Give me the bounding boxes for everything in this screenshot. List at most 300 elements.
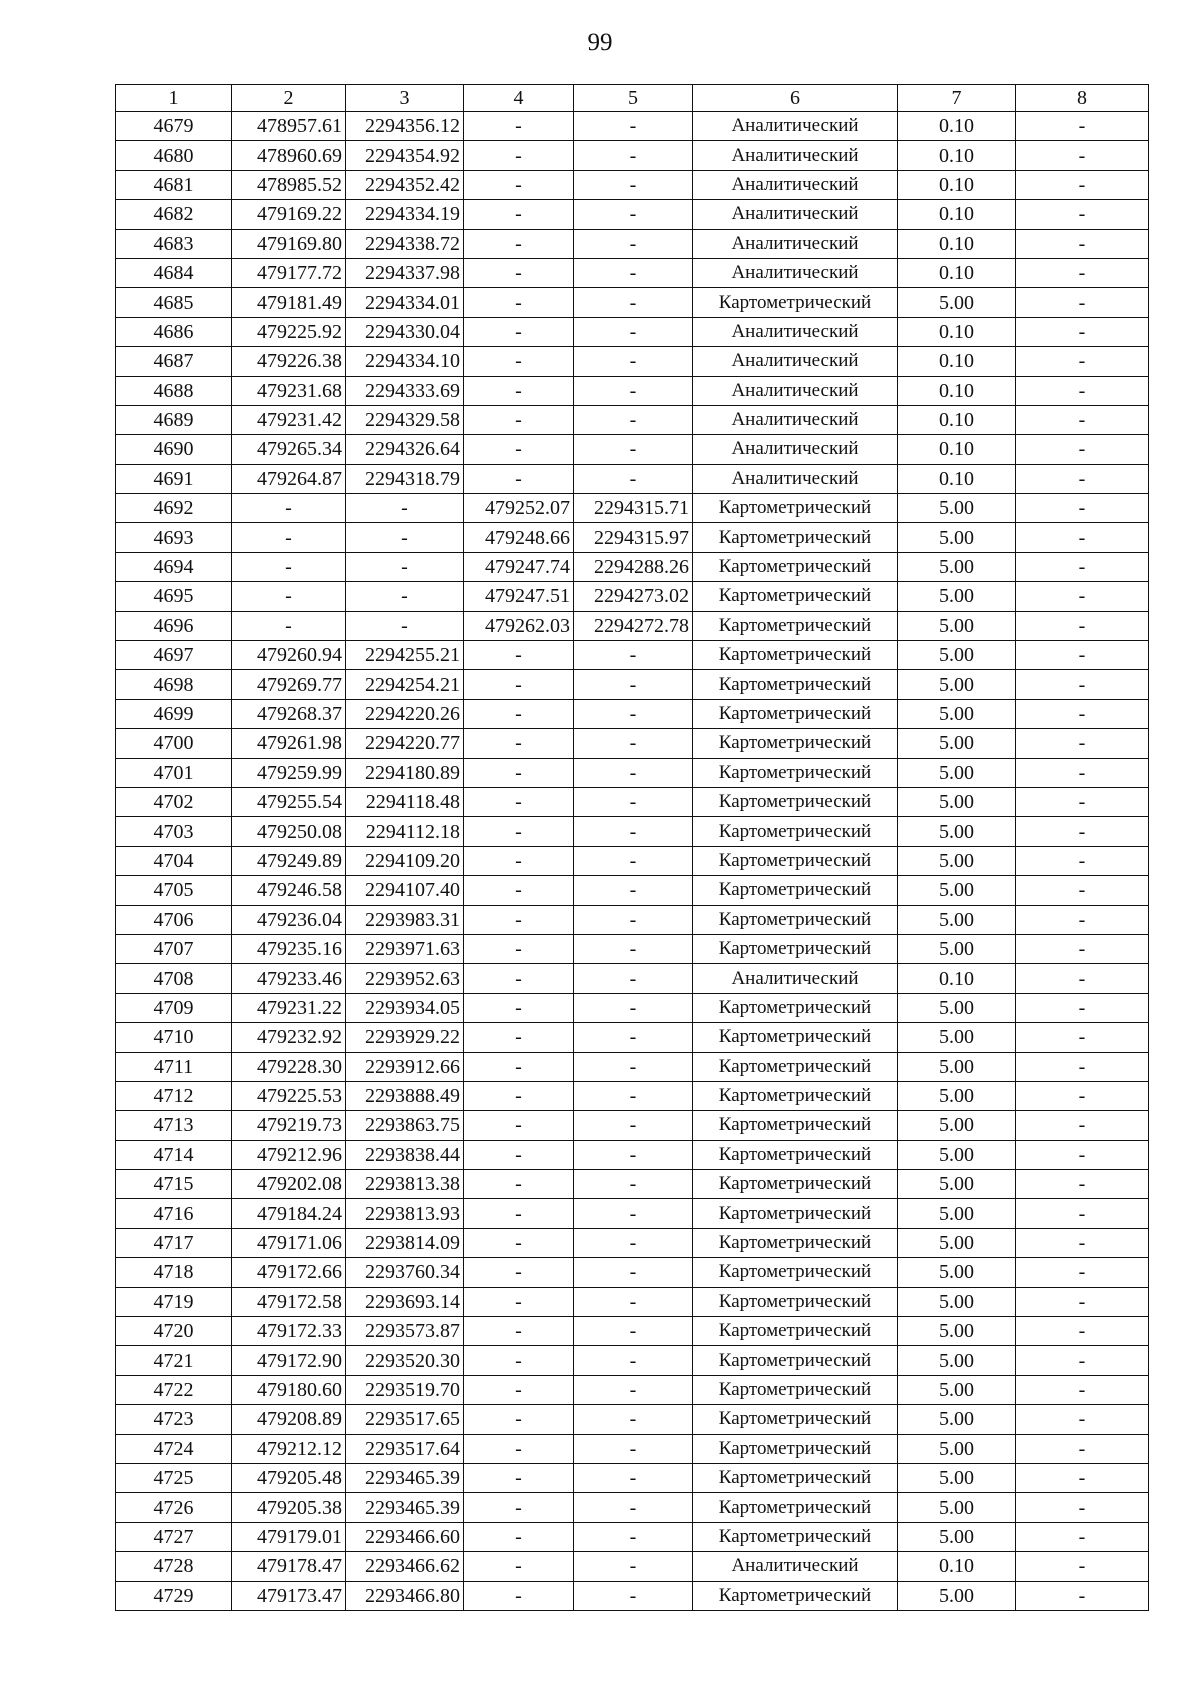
cell-x2: - [464,170,574,199]
cell-x2: - [464,729,574,758]
cell-y2: - [574,1081,693,1110]
table-row [116,1199,1149,1228]
cell-y2: - [574,1493,693,1522]
cell-note: - [1016,141,1149,170]
cell-accuracy: 0.10 [898,1552,1016,1581]
cell-x: 479259.99 [232,758,346,787]
cell-note: - [1016,1081,1149,1110]
cell-x2: - [464,964,574,993]
cell-x: 479178.47 [232,1552,346,1581]
cell-x2: - [464,758,574,787]
table-row [116,1434,1149,1463]
cell-note: - [1016,905,1149,934]
table-row [116,1493,1149,1522]
cell-x: 478957.61 [232,112,346,141]
cell-accuracy: 0.10 [898,376,1016,405]
cell-point-number: 4725 [116,1463,232,1492]
cell-note: - [1016,993,1149,1022]
cell-point-number: 4700 [116,729,232,758]
cell-y2: - [574,1552,693,1581]
cell-x2: - [464,817,574,846]
cell-point-number: 4716 [116,1199,232,1228]
cell-point-number: 4683 [116,229,232,258]
cell-point-number: 4708 [116,964,232,993]
cell-accuracy: 0.10 [898,347,1016,376]
column-header: 4 [464,85,574,112]
cell-y: 2294354.92 [346,141,464,170]
cell-y2: - [574,1522,693,1551]
cell-y: 2294334.19 [346,200,464,229]
cell-y: 2293813.38 [346,1170,464,1199]
cell-point-number: 4719 [116,1287,232,1316]
cell-note: - [1016,1581,1149,1610]
cell-x2: - [464,1052,574,1081]
cell-method: Аналитический [693,317,898,346]
cell-x2: - [464,1581,574,1610]
cell-accuracy: 5.00 [898,846,1016,875]
cell-method: Картометрический [693,1375,898,1404]
cell-x: 479205.48 [232,1463,346,1492]
cell-accuracy: 5.00 [898,670,1016,699]
cell-accuracy: 5.00 [898,1405,1016,1434]
cell-x: 478960.69 [232,141,346,170]
cell-y: 2293517.65 [346,1405,464,1434]
cell-x: 479231.42 [232,405,346,434]
table-row [116,347,1149,376]
cell-note: - [1016,1170,1149,1199]
cell-note: - [1016,846,1149,875]
cell-accuracy: 5.00 [898,611,1016,640]
cell-accuracy: 5.00 [898,1170,1016,1199]
cell-note: - [1016,1405,1149,1434]
table-row [116,1052,1149,1081]
cell-note: - [1016,1228,1149,1257]
cell-x: 479172.58 [232,1287,346,1316]
cell-y2: - [574,229,693,258]
cell-y2: - [574,464,693,493]
cell-x2: 479247.74 [464,552,574,581]
cell-x: 479235.16 [232,934,346,963]
cell-note: - [1016,758,1149,787]
cell-x2: - [464,1434,574,1463]
cell-x: 479255.54 [232,787,346,816]
cell-y: - [346,611,464,640]
cell-method: Аналитический [693,347,898,376]
cell-x: 479264.87 [232,464,346,493]
cell-x2: - [464,1552,574,1581]
cell-method: Картометрический [693,552,898,581]
cell-y2: 2294315.71 [574,494,693,523]
cell-y2: - [574,1375,693,1404]
table-row [116,1317,1149,1346]
cell-x2: - [464,464,574,493]
cell-x: 479219.73 [232,1111,346,1140]
table-row [116,1081,1149,1110]
cell-accuracy: 0.10 [898,258,1016,287]
cell-method: Картометрический [693,1111,898,1140]
cell-y2: - [574,1405,693,1434]
cell-accuracy: 0.10 [898,317,1016,346]
cell-y2: - [574,787,693,816]
cell-x2: 479252.07 [464,494,574,523]
cell-accuracy: 0.10 [898,170,1016,199]
cell-x2: - [464,699,574,728]
cell-y2: - [574,1199,693,1228]
cell-y2: - [574,905,693,934]
cell-point-number: 4718 [116,1258,232,1287]
column-header: 1 [116,85,232,112]
cell-method: Аналитический [693,1552,898,1581]
cell-note: - [1016,464,1149,493]
cell-y: 2294220.26 [346,699,464,728]
cell-y2: - [574,258,693,287]
cell-y2: - [574,200,693,229]
cell-point-number: 4727 [116,1522,232,1551]
column-header: 3 [346,85,464,112]
cell-x2: - [464,288,574,317]
table-row [116,787,1149,816]
cell-note: - [1016,1023,1149,1052]
cell-accuracy: 5.00 [898,993,1016,1022]
cell-point-number: 4724 [116,1434,232,1463]
cell-method: Аналитический [693,141,898,170]
page-number: 99 [587,29,613,56]
cell-accuracy: 0.10 [898,405,1016,434]
cell-y: 2293888.49 [346,1081,464,1110]
cell-x2: - [464,1493,574,1522]
cell-x2: - [464,1287,574,1316]
cell-x2: - [464,435,574,464]
cell-y2: 2294288.26 [574,552,693,581]
cell-method: Картометрический [693,494,898,523]
cell-y: 2293983.31 [346,905,464,934]
table-row [116,494,1149,523]
cell-y: 2293760.34 [346,1258,464,1287]
cell-method: Аналитический [693,170,898,199]
cell-method: Аналитический [693,435,898,464]
cell-y: - [346,582,464,611]
cell-y2: - [574,1052,693,1081]
column-header: 8 [1016,85,1149,112]
cell-note: - [1016,1375,1149,1404]
cell-y: 2293465.39 [346,1493,464,1522]
cell-point-number: 4720 [116,1317,232,1346]
cell-y: 2293912.66 [346,1052,464,1081]
table-row [116,611,1149,640]
cell-note: - [1016,876,1149,905]
cell-x2: - [464,229,574,258]
cell-x: 479265.34 [232,435,346,464]
table-row [116,993,1149,1022]
cell-method: Картометрический [693,699,898,728]
cell-y: 2293814.09 [346,1228,464,1257]
cell-y: 2293929.22 [346,1023,464,1052]
cell-x: 479228.30 [232,1052,346,1081]
table-row [116,1552,1149,1581]
cell-method: Картометрический [693,1140,898,1169]
cell-accuracy: 5.00 [898,1463,1016,1492]
cell-x: 479169.80 [232,229,346,258]
cell-accuracy: 5.00 [898,1023,1016,1052]
column-header: 5 [574,85,693,112]
cell-point-number: 4689 [116,405,232,434]
cell-note: - [1016,1199,1149,1228]
cell-x2: - [464,993,574,1022]
cell-x: 479205.38 [232,1493,346,1522]
cell-x2: - [464,934,574,963]
cell-note: - [1016,1140,1149,1169]
cell-accuracy: 5.00 [898,494,1016,523]
cell-point-number: 4726 [116,1493,232,1522]
cell-y: 2293466.60 [346,1522,464,1551]
cell-point-number: 4698 [116,670,232,699]
table-row [116,729,1149,758]
cell-x2: - [464,1111,574,1140]
cell-point-number: 4685 [116,288,232,317]
cell-y2: - [574,729,693,758]
cell-accuracy: 5.00 [898,699,1016,728]
cell-note: - [1016,611,1149,640]
cell-method: Картометрический [693,1170,898,1199]
cell-note: - [1016,258,1149,287]
cell-method: Картометрический [693,817,898,846]
cell-x: 479202.08 [232,1170,346,1199]
cell-point-number: 4707 [116,934,232,963]
cell-y2: - [574,376,693,405]
cell-y2: - [574,288,693,317]
cell-y: 2293813.93 [346,1199,464,1228]
cell-y2: - [574,112,693,141]
cell-y: 2294333.69 [346,376,464,405]
cell-x: 479225.53 [232,1081,346,1110]
cell-x: 479269.77 [232,670,346,699]
cell-accuracy: 0.10 [898,141,1016,170]
cell-method: Картометрический [693,611,898,640]
table-row [116,1581,1149,1610]
cell-method: Картометрический [693,787,898,816]
cell-x: 479172.33 [232,1317,346,1346]
cell-note: - [1016,170,1149,199]
cell-accuracy: 5.00 [898,1434,1016,1463]
cell-method: Картометрический [693,1052,898,1081]
cell-note: - [1016,494,1149,523]
cell-note: - [1016,964,1149,993]
cell-x: 479212.12 [232,1434,346,1463]
cell-y: - [346,494,464,523]
cell-y: 2293863.75 [346,1111,464,1140]
cell-note: - [1016,112,1149,141]
table-row [116,141,1149,170]
cell-y2: - [574,699,693,728]
cell-accuracy: 5.00 [898,641,1016,670]
cell-y: 2293971.63 [346,934,464,963]
cell-x: 479226.38 [232,347,346,376]
cell-point-number: 4710 [116,1023,232,1052]
cell-accuracy: 0.10 [898,435,1016,464]
cell-accuracy: 5.00 [898,1375,1016,1404]
cell-note: - [1016,435,1149,464]
cell-accuracy: 5.00 [898,787,1016,816]
cell-y2: - [574,876,693,905]
cell-note: - [1016,1287,1149,1316]
cell-x2: - [464,1258,574,1287]
cell-x2: - [464,1170,574,1199]
cell-y: 2293838.44 [346,1140,464,1169]
cell-y2: - [574,347,693,376]
table-row [116,582,1149,611]
cell-y: 2294112.18 [346,817,464,846]
cell-point-number: 4695 [116,582,232,611]
cell-x2: - [464,1023,574,1052]
cell-point-number: 4713 [116,1111,232,1140]
table-row [116,435,1149,464]
cell-x: 479261.98 [232,729,346,758]
cell-x: 479173.47 [232,1581,346,1610]
cell-method: Аналитический [693,112,898,141]
cell-point-number: 4692 [116,494,232,523]
cell-x: - [232,523,346,552]
cell-note: - [1016,1258,1149,1287]
cell-x: 479171.06 [232,1228,346,1257]
cell-x: 479208.89 [232,1405,346,1434]
cell-accuracy: 5.00 [898,1081,1016,1110]
cell-point-number: 4706 [116,905,232,934]
cell-x2: - [464,905,574,934]
cell-x: 479180.60 [232,1375,346,1404]
cell-point-number: 4684 [116,258,232,287]
cell-point-number: 4679 [116,112,232,141]
cell-point-number: 4717 [116,1228,232,1257]
table-row [116,1522,1149,1551]
cell-y: 2294326.64 [346,435,464,464]
cell-accuracy: 5.00 [898,1317,1016,1346]
table-row [116,1258,1149,1287]
cell-y: 2293934.05 [346,993,464,1022]
cell-x2: - [464,1140,574,1169]
cell-x2: - [464,876,574,905]
cell-method: Картометрический [693,641,898,670]
cell-x: 479225.92 [232,317,346,346]
cell-y: 2293466.80 [346,1581,464,1610]
table-row [116,934,1149,963]
cell-y: 2293465.39 [346,1463,464,1492]
cell-x2: - [464,787,574,816]
cell-x2: 479248.66 [464,523,574,552]
cell-y: 2293520.30 [346,1346,464,1375]
cell-method: Картометрический [693,1287,898,1316]
cell-x: - [232,494,346,523]
cell-note: - [1016,317,1149,346]
cell-note: - [1016,670,1149,699]
cell-y: 2294220.77 [346,729,464,758]
cell-x2: - [464,1317,574,1346]
cell-accuracy: 5.00 [898,876,1016,905]
cell-point-number: 4702 [116,787,232,816]
cell-x2: - [464,1081,574,1110]
cell-accuracy: 5.00 [898,1346,1016,1375]
cell-x: 479231.22 [232,993,346,1022]
cell-x: 479184.24 [232,1199,346,1228]
table-row [116,317,1149,346]
cell-method: Картометрический [693,1493,898,1522]
cell-y2: 2294272.78 [574,611,693,640]
coordinates-table [115,84,1149,1611]
cell-x2: - [464,1346,574,1375]
cell-method: Картометрический [693,876,898,905]
table-row [116,464,1149,493]
cell-y: 2294334.10 [346,347,464,376]
cell-method: Картометрический [693,582,898,611]
cell-point-number: 4691 [116,464,232,493]
cell-y2: - [574,758,693,787]
cell-accuracy: 5.00 [898,523,1016,552]
cell-method: Картометрический [693,934,898,963]
cell-point-number: 4693 [116,523,232,552]
cell-method: Картометрический [693,758,898,787]
cell-accuracy: 5.00 [898,758,1016,787]
cell-y: 2294109.20 [346,846,464,875]
cell-note: - [1016,1493,1149,1522]
cell-x2: - [464,1405,574,1434]
cell-x: 478985.52 [232,170,346,199]
cell-y: 2294352.42 [346,170,464,199]
cell-y2: - [574,1170,693,1199]
cell-accuracy: 5.00 [898,1111,1016,1140]
cell-x2: - [464,846,574,875]
table-row [116,846,1149,875]
cell-x2: - [464,141,574,170]
cell-x: 479179.01 [232,1522,346,1551]
cell-accuracy: 5.00 [898,934,1016,963]
cell-point-number: 4728 [116,1552,232,1581]
cell-y2: - [574,641,693,670]
cell-method: Картометрический [693,1228,898,1257]
cell-note: - [1016,200,1149,229]
table-row [116,405,1149,434]
cell-note: - [1016,1052,1149,1081]
cell-y2: - [574,1023,693,1052]
table-row [116,229,1149,258]
cell-y: 2293519.70 [346,1375,464,1404]
cell-x: 479177.72 [232,258,346,287]
cell-accuracy: 5.00 [898,1228,1016,1257]
cell-point-number: 4703 [116,817,232,846]
table-row [116,1405,1149,1434]
cell-x2: - [464,200,574,229]
cell-y2: - [574,405,693,434]
cell-note: - [1016,641,1149,670]
cell-point-number: 4690 [116,435,232,464]
cell-point-number: 4688 [116,376,232,405]
cell-y2: - [574,993,693,1022]
table-row [116,1375,1149,1404]
cell-y2: - [574,1581,693,1610]
cell-method: Картометрический [693,1405,898,1434]
cell-method: Аналитический [693,200,898,229]
cell-y: 2294180.89 [346,758,464,787]
cell-x: 479236.04 [232,905,346,934]
cell-accuracy: 5.00 [898,905,1016,934]
cell-x2: - [464,670,574,699]
cell-point-number: 4705 [116,876,232,905]
cell-y: 2294118.48 [346,787,464,816]
column-header: 7 [898,85,1016,112]
cell-method: Картометрический [693,1463,898,1492]
cell-y2: - [574,435,693,464]
cell-method: Картометрический [693,846,898,875]
cell-y: 2294330.04 [346,317,464,346]
cell-method: Картометрический [693,1434,898,1463]
